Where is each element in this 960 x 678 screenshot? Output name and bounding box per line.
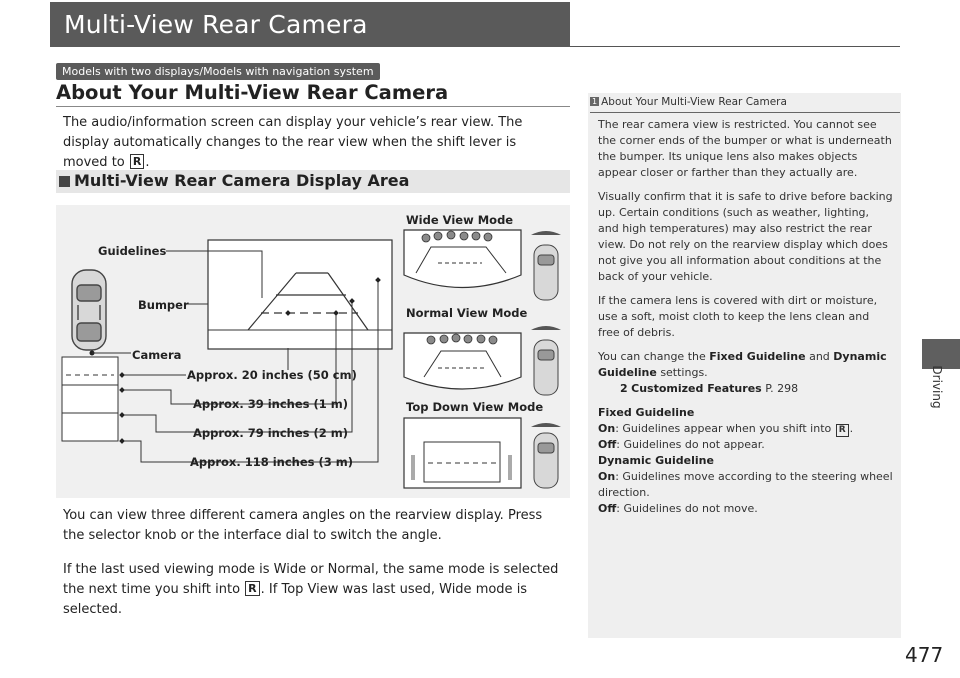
note-number-icon: 1 [592,97,598,106]
title-rule [570,46,900,47]
para2-end: . If Top View was last used, Wide mode is selected. [63,582,528,617]
top-down-view-label: Top Down View Mode [406,400,544,414]
top-down-view-screen [404,418,521,488]
note-paragraph-2: Visually confirm that it is safe to drive before backing up. Certain conditions (such as weather, lighting, and high temperatures) may also restrict the rear view. Do not rely on the rearview display which does not give you all information about conditions at the back of your vehicle. [598,190,893,283]
fixed-guideline-block: Fixed Guideline On: Guidelines appear when you shift into R . Off: Guidelines do not appear. Dynamic Guideline On: Guidelines move according to the steering wheel direction. Off: Guidelines do not move. [598,406,893,515]
intro-paragraph [63,113,563,173]
distance-118-label: Approx. 118 inches (3 m) [190,455,354,469]
body-paragraph-2 [63,560,563,620]
side-note-title: About Your Multi-View Rear Camera [601,96,787,108]
camera-display-diagram [56,205,570,498]
wide-view-screen [404,230,521,288]
distance-39-label: Approx. 39 inches (1 m) [193,397,349,411]
wide-view-label: Wide View Mode [406,213,514,227]
intro-text: The audio/information screen can display your vehicle’s rear view. The display automatically changes to the rear view when the shift lever is moved to [63,115,523,170]
normal-view-label: Normal View Mode [406,306,528,320]
subsection-heading [56,170,570,193]
chapter-title-bar [50,2,570,47]
side-note-heading [590,96,787,108]
note-paragraph-4: You can change the Fixed Guideline and Dynamic Guideline settings. 2 Customized Features P. 298 [598,350,887,395]
chapter-title: Multi-View Rear Camera [64,10,368,39]
car-top-view-icon [72,270,106,350]
camera-label: Camera [132,348,182,362]
side-note-body [598,117,893,517]
reverse-key: R [836,424,849,437]
section-rule [56,106,570,107]
model-badge: Models with two displays/Models with navigation system [56,63,380,80]
page-number: 477 [905,643,944,667]
bumper-label: Bumper [138,298,189,312]
distance-79-label: Approx. 79 inches (2 m) [193,426,349,440]
reverse-key: R [130,154,144,169]
intro-end: . [145,155,150,170]
square-bullet-icon [59,176,70,187]
distance-zones [62,357,118,441]
subsection-title: Multi-View Rear Camera Display Area [74,171,410,190]
section-title: About Your Multi-View Rear Camera [56,81,449,104]
guidelines-label: Guidelines [98,244,167,258]
body-paragraph-1: You can view three different camera angles on the rearview display. Press the selector knob or the interface dial to switch the angle. [63,508,543,543]
note-paragraph-1: The rear camera view is restricted. You cannot see the corner ends of the bumper or what is underneath the bumper. Its unique lens also makes objects appear closer or farther than they actually are. [598,118,892,179]
reverse-key: R [245,581,259,596]
chapter-side-label: Driving [930,365,944,409]
note-paragraph-3: If the camera lens is covered with dirt or moisture, use a soft, moist cloth to keep the lens clean and free of debris. [598,294,878,339]
side-note-rule [590,112,900,113]
normal-view-screen [404,333,521,389]
xref-arrow-icon: 2 [620,382,628,395]
distance-20-label: Approx. 20 inches (50 cm) [187,368,357,382]
para2-text: If the last used viewing mode is Wide or Normal, the same mode is selected the next time you shift into [63,562,559,597]
cross-reference-link[interactable]: 2 Customized Features P. 298 [620,382,799,395]
car-mode-icons [531,231,561,488]
